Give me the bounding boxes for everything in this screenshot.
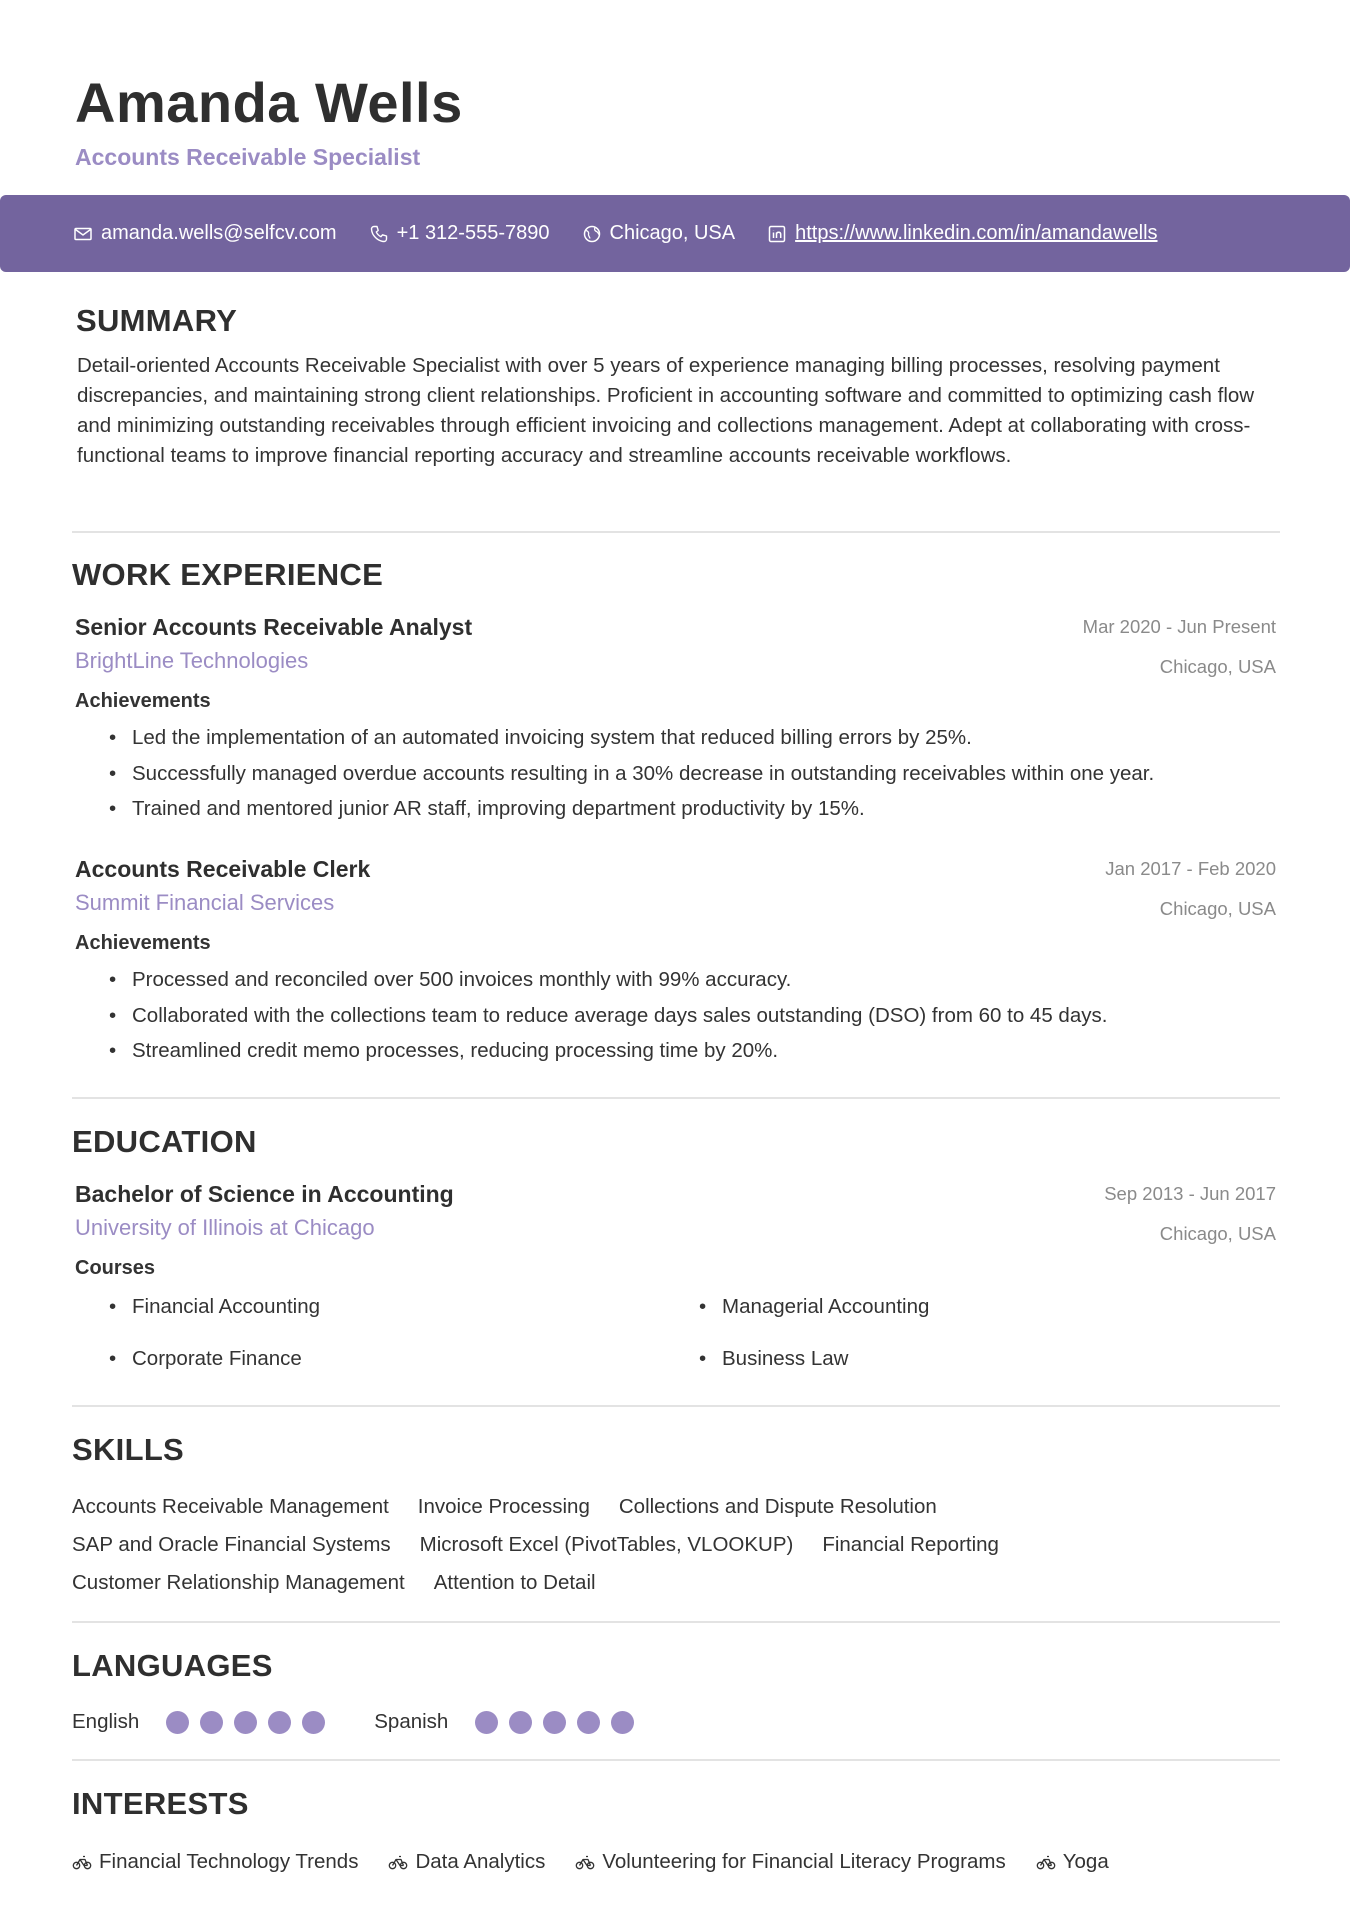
achievements-list xyxy=(132,720,1154,827)
list-item: • Business Law xyxy=(722,1347,848,1371)
interests-heading: INTERESTS xyxy=(72,1786,249,1821)
contact-bar xyxy=(0,195,1350,272)
skill-tag: Microsoft Excel (PivotTables, VLOOKUP) xyxy=(419,1533,794,1556)
job-location: Chicago, USA xyxy=(1159,898,1276,919)
bicycle-icon xyxy=(1036,1852,1056,1872)
job-title: Accounts Receivable Clerk xyxy=(75,856,371,882)
linkedin-link[interactable]: https://www.linkedin.com/in/amandawells xyxy=(795,222,1158,244)
divider xyxy=(72,1621,1280,1623)
list-item: • Collaborated with the collections team to reduce average days sales outstanding (DSO) from 60 to 45 days. xyxy=(132,998,1107,1034)
phone-icon xyxy=(369,224,389,244)
resume-header xyxy=(75,70,463,171)
job-location: Chicago, USA xyxy=(1159,656,1276,677)
divider xyxy=(72,1097,1280,1099)
job-company: BrightLine Technologies xyxy=(75,648,309,673)
interest-item xyxy=(72,1850,358,1874)
contact-phone[interactable] xyxy=(369,222,550,245)
interest-item xyxy=(388,1850,545,1874)
interest-label: Volunteering for Financial Literacy Programs xyxy=(602,1850,1006,1873)
divider xyxy=(72,1405,1280,1407)
contact-location-text: Chicago, USA xyxy=(609,222,736,244)
contact-linkedin[interactable] xyxy=(767,222,1157,245)
experience-heading: WORK EXPERIENCE xyxy=(72,557,384,592)
candidate-name: Amanda Wells xyxy=(75,71,463,134)
summary-section xyxy=(72,303,1280,471)
contact-email[interactable] xyxy=(73,222,337,245)
education-dates: Sep 2013 - Jun 2017 xyxy=(1104,1183,1276,1204)
interest-item xyxy=(1036,1850,1109,1874)
list-item: • Financial Accounting xyxy=(132,1295,320,1319)
achievements-heading: Achievements xyxy=(75,690,211,712)
list-item: • Corporate Finance xyxy=(132,1347,302,1371)
list-item: • Managerial Accounting xyxy=(722,1295,929,1319)
list-item: • Trained and mentored junior AR staff, improving department productivity by 15%. xyxy=(132,791,1154,827)
proficiency-dot xyxy=(509,1711,532,1734)
education-heading: EDUCATION xyxy=(72,1124,257,1159)
degree: Bachelor of Science in Accounting xyxy=(75,1181,454,1207)
divider xyxy=(72,531,1280,533)
proficiency-dot xyxy=(543,1711,566,1734)
education-location: Chicago, USA xyxy=(1159,1223,1276,1244)
job-company: Summit Financial Services xyxy=(75,890,335,915)
proficiency-dot xyxy=(234,1711,257,1734)
interest-label: Yoga xyxy=(1062,1850,1109,1873)
education-section xyxy=(72,1124,1280,1394)
job-dates: Jan 2017 - Feb 2020 xyxy=(1105,858,1276,879)
summary-heading: SUMMARY xyxy=(76,303,238,338)
bicycle-icon xyxy=(388,1852,408,1872)
skills-heading: SKILLS xyxy=(72,1432,185,1467)
language-name: English xyxy=(72,1710,140,1733)
globe-icon xyxy=(582,224,602,244)
skill-tag: Accounts Receivable Management xyxy=(72,1495,389,1518)
list-item: • Successfully managed overdue accounts resulting in a 30% decrease in outstanding receivables within one year. xyxy=(132,756,1154,792)
proficiency-dot xyxy=(577,1711,600,1734)
bicycle-icon xyxy=(575,1852,595,1872)
skill-tag: Customer Relationship Management xyxy=(72,1571,405,1594)
achievements-heading: Achievements xyxy=(75,932,211,954)
language-level-english xyxy=(166,1711,336,1734)
interests-list xyxy=(72,1850,1139,1874)
skills-section xyxy=(72,1432,1280,1612)
job-entry xyxy=(72,614,1280,844)
divider xyxy=(72,1759,1280,1761)
language-level-spanish xyxy=(475,1711,645,1734)
skill-tag: Financial Reporting xyxy=(822,1533,999,1556)
interest-item xyxy=(575,1850,1005,1874)
proficiency-dot xyxy=(611,1711,634,1734)
skill-tag: Attention to Detail xyxy=(433,1571,596,1594)
mail-icon xyxy=(73,224,93,244)
languages-section xyxy=(72,1648,1280,1758)
skill-tag: Invoice Processing xyxy=(417,1495,590,1518)
skill-tag: Collections and Dispute Resolution xyxy=(618,1495,937,1518)
contact-email-text: amanda.wells@selfcv.com xyxy=(101,222,337,244)
proficiency-dot xyxy=(200,1711,223,1734)
proficiency-dot xyxy=(302,1711,325,1734)
interests-section xyxy=(72,1786,1280,1896)
list-item: • Streamlined credit memo processes, reducing processing time by 20%. xyxy=(132,1033,1107,1069)
list-item: • Processed and reconciled over 500 invoices monthly with 99% accuracy. xyxy=(132,962,1107,998)
proficiency-dot xyxy=(475,1711,498,1734)
candidate-title: Accounts Receivable Specialist xyxy=(75,144,421,170)
summary-text: Detail-oriented Accounts Receivable Specialist with over 5 years of experience managing billing processes, resolving payment discrepancies, and maintaining strong client relationships. Proficient in accounting software and committed to optimizing cash flow and minimizing outstanding receivables through efficient invoicing and collections management. Adept at collaborating with cross-functional teams to improve financial reporting accuracy and streamline accounts receivable workflows. xyxy=(77,354,1255,467)
skills-list xyxy=(72,1488,1280,1602)
bicycle-icon xyxy=(72,1852,92,1872)
languages-heading: LANGUAGES xyxy=(72,1648,273,1683)
contact-phone-text: +1 312-555-7890 xyxy=(396,222,550,244)
contact-location xyxy=(582,222,736,245)
proficiency-dot xyxy=(268,1711,291,1734)
skill-tag: SAP and Oracle Financial Systems xyxy=(72,1533,391,1556)
language-name: Spanish xyxy=(374,1710,449,1733)
proficiency-dot xyxy=(166,1711,189,1734)
languages-list xyxy=(72,1710,683,1734)
education-entry xyxy=(72,1181,1280,1391)
interest-label: Financial Technology Trends xyxy=(99,1850,359,1873)
interest-label: Data Analytics xyxy=(415,1850,546,1873)
job-dates: Mar 2020 - Jun Present xyxy=(1082,616,1276,637)
achievements-list xyxy=(132,962,1107,1069)
linkedin-icon xyxy=(767,224,787,244)
courses-heading: Courses xyxy=(75,1257,156,1279)
job-title: Senior Accounts Receivable Analyst xyxy=(75,614,473,640)
list-item: • Led the implementation of an automated invoicing system that reduced billing errors by 25%. xyxy=(132,720,1154,756)
job-entry xyxy=(72,856,1280,1086)
school: University of Illinois at Chicago xyxy=(75,1215,375,1240)
experience-section xyxy=(72,557,1280,1087)
